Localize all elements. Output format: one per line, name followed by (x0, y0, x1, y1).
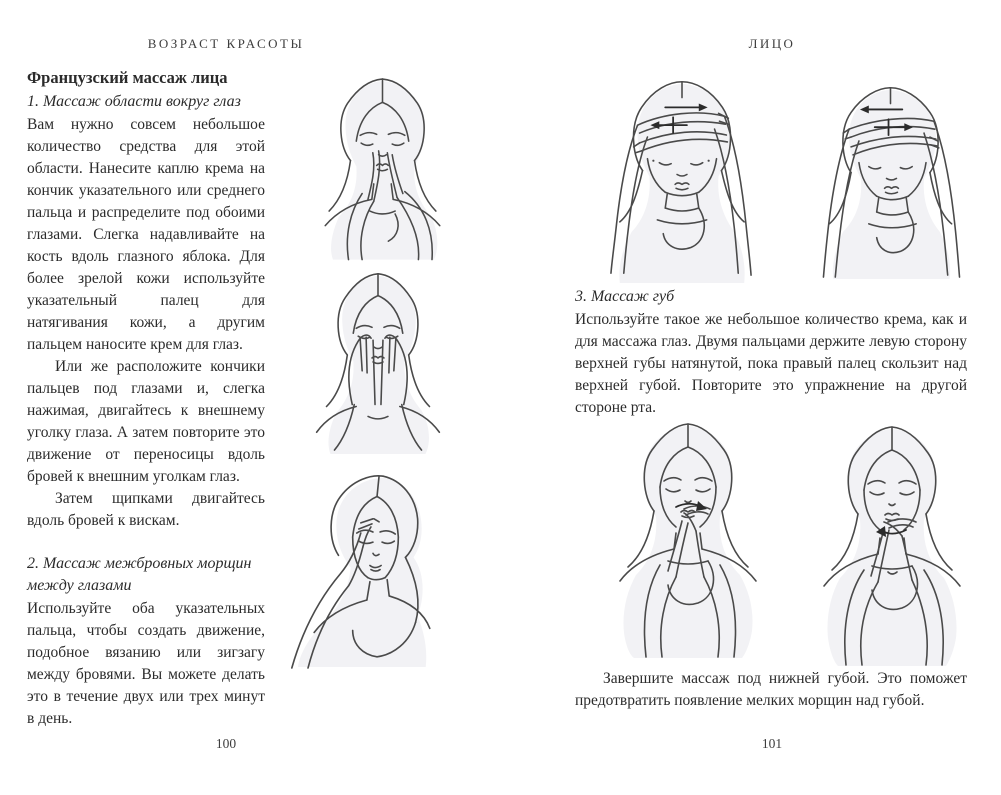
section3-paragraph-2: Завершите массаж под нижней губой. Это поможет предотвратить появление мелких морщин над губой. (575, 670, 967, 709)
left-text-column (27, 67, 265, 730)
section3-paragraph-1: Используйте такое же небольшое количество крема, как и для массажа глаз. Двумя пальцами держите левую сторону верхней губы натянутой, пока правый палец скользит над верхней губой. Повторите это упражнение на другой стороне рта. (575, 311, 967, 416)
brow-massage-illustration (270, 462, 480, 670)
right-final-paragraph-block (575, 668, 967, 712)
forehead-massage-left-illustration (798, 70, 983, 282)
upper-lip-massage-illustration (588, 408, 788, 660)
palms-on-cheeks-illustration (298, 258, 458, 456)
right-section3-block (575, 286, 967, 419)
forehead-massage-right-illustration (586, 64, 778, 286)
section1-paragraph-2: Или же расположите кончики пальцев под глазами и, слегка нажимая, двигайтесь к внешнему уголку глаза. А затем повторите это движение от переносицы вдоль бровей к внешним уголкам глаз. (27, 358, 265, 485)
lower-lip-massage-illustration (792, 412, 992, 667)
section1-paragraph-3: Затем щипками двигайтесь вдоль бровей к вискам. (27, 490, 265, 529)
right-running-header: ЛИЦО (748, 36, 796, 51)
section3-heading: 3. Массаж губ (575, 288, 675, 305)
section1-paragraph-1: Вам нужно совсем небольшое количество средства для этой области. Нанесите каплю крема на кончик указательного или среднего пальца и распределите под обоими глазами. Слегка надавливайте на кость вдоль глазного яблока. Для более зрелой кожи используйте указательный палец для натягивания кожи, а другим пальцем наносите крем для глаз. (27, 116, 265, 353)
section1-heading: 1. Массаж области вокруг глаз (27, 93, 241, 110)
left-page-number: 100 (215, 736, 237, 751)
eye-cream-illustration (300, 62, 465, 264)
right-page-number: 101 (761, 736, 783, 751)
section2-heading: 2. Массаж межбровных морщин между глазами (27, 555, 252, 594)
chapter-title: Французский массаж лица (27, 68, 228, 87)
left-running-header: ВОЗРАСТ КРАСОТЫ (147, 36, 305, 51)
section2-paragraph-1: Используйте оба указательных пальца, чтобы создать движение, подобное вязанию или зигзагу между бровями. Вы можете делать это в течение двух или трех минут в день. (27, 600, 265, 727)
